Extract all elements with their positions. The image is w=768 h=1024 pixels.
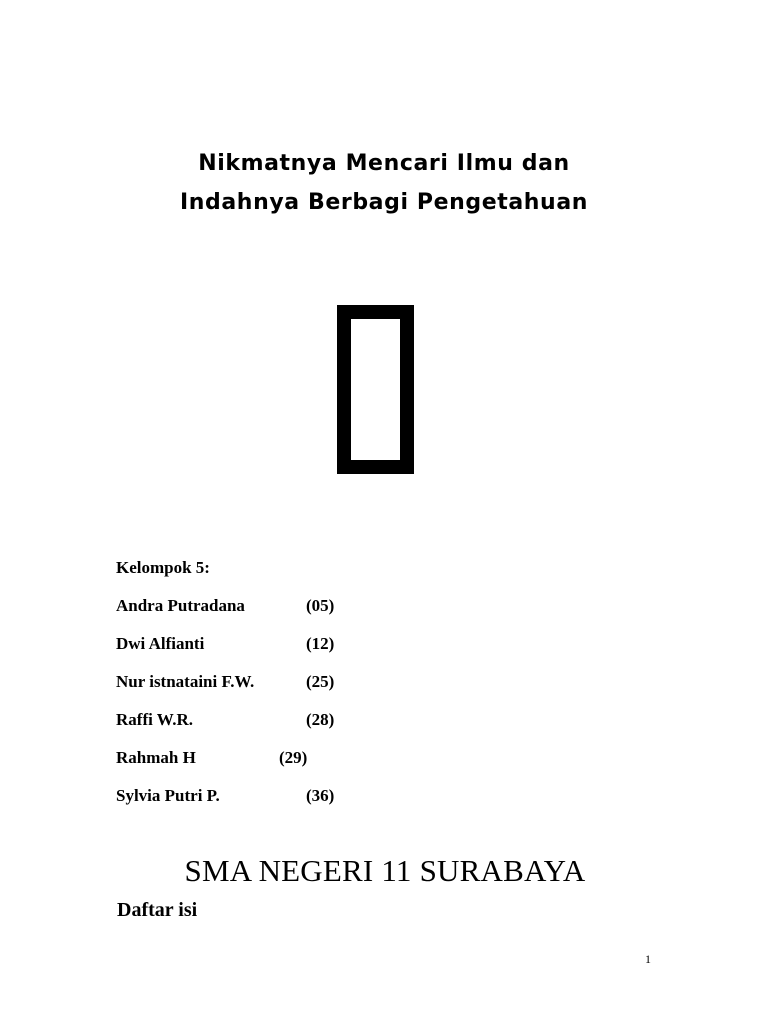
- member-name: Andra Putradana: [116, 596, 245, 615]
- member-number: (12): [306, 634, 335, 653]
- member-name: Rahmah H: [116, 748, 196, 767]
- member-name: Sylvia Putri P.: [116, 786, 220, 805]
- member-name: Raffi W.R.: [116, 710, 193, 729]
- page-number: 1: [645, 952, 651, 966]
- school-name: SMA NEGERI 11 SURABAYA: [184, 853, 586, 888]
- member-name: Dwi Alfianti: [116, 634, 205, 653]
- member-number: (28): [306, 710, 335, 729]
- missing-glyph-icon: [337, 305, 414, 474]
- title-line-1: Nikmatnya Mencari Ilmu dan: [198, 151, 570, 176]
- group-label: Kelompok 5:: [116, 558, 210, 577]
- member-name: Nur istnataini F.W.: [116, 672, 255, 691]
- title-line-2: Indahnya Berbagi Pengetahuan: [179, 190, 589, 215]
- member-number: (05): [306, 596, 335, 615]
- member-number: (25): [306, 672, 335, 691]
- toc-heading: Daftar isi: [117, 899, 198, 921]
- member-number: (29): [279, 748, 308, 767]
- member-number: (36): [306, 786, 335, 805]
